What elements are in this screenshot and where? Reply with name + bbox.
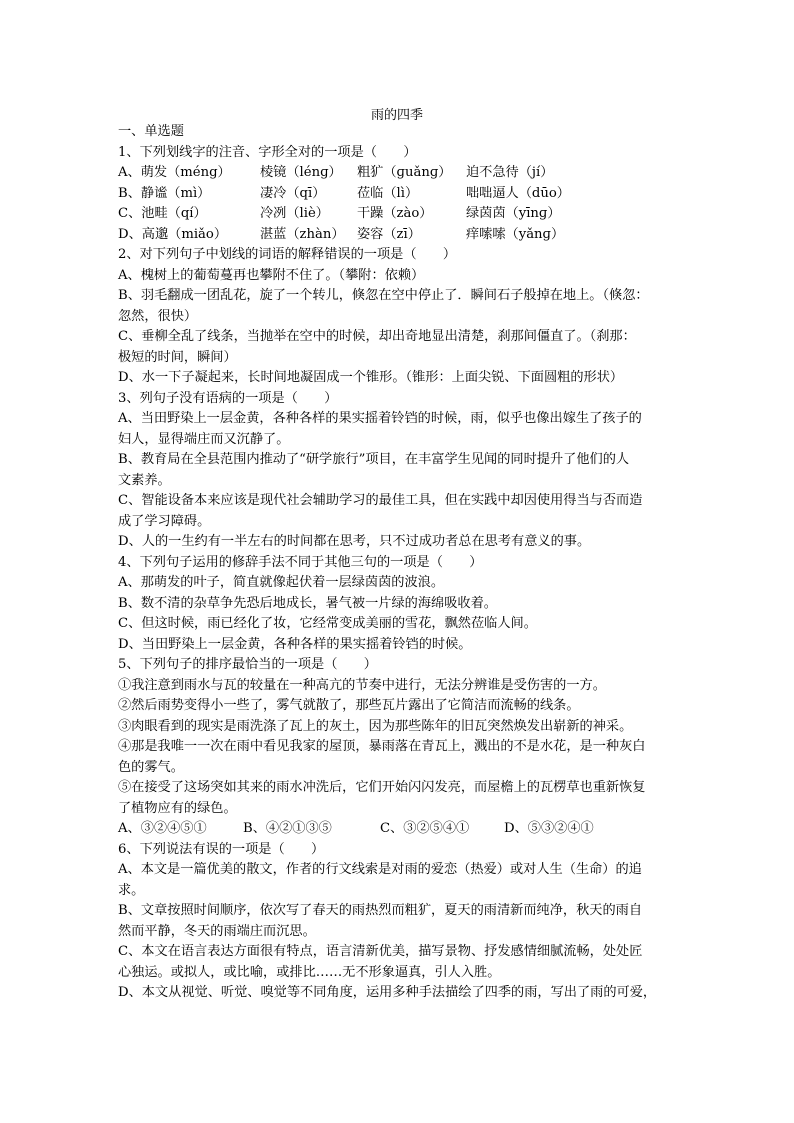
- question-2-option-b-line1: B、羽毛翻成一团乱花，旋了一个转儿，倏忽在空中停止了．瞬间石子般掉在地上。（倏忽：: [118, 288, 649, 303]
- question-6-option-c-line2: 心独运。或拟人，或比喻，或排比……无不形象逼真，引人入胜。: [118, 964, 501, 980]
- option-b: B、④②①③⑤: [243, 821, 332, 836]
- question-4-option-b: B、数不清的杂草争先恐后地成长，暑气被一片绿的海绵吸收着。: [118, 595, 497, 611]
- question-3-option-c-line2: 成了学习障碍。: [118, 513, 211, 529]
- question-5-sentence-2: ②然后雨势变得小一些了，雾气就散了，那些瓦片露出了它简洁而流畅的线条。: [118, 698, 580, 713]
- question-4-option-d: D、当田野染上一层金黄，各种各样的果实摇着铃铛的时候。: [118, 636, 472, 652]
- question-5-sentence-4-line1: ④那是我唯一一次在雨中看见我家的屋顶，暴雨落在青瓦上，溅出的不是水花，是一种灰白: [118, 739, 646, 754]
- question-3-option-d: D、人的一生约有一半左右的时间都在思考，只不过成功者总在思考有意义的事。: [118, 534, 591, 549]
- question-6-option-a-line2: 求。: [118, 882, 145, 898]
- question-3-option-b-line1: B、教育局在全县范围内推动了“研学旅行”项目，在丰富学生见闻的同时提升了他们的人: [118, 452, 630, 467]
- page-title: 雨的四季: [370, 108, 423, 123]
- question-3-option-a-line2: 妇人，显得端庄而又沉静了。: [118, 431, 290, 447]
- option-cell: 咄咄逼人（dūo）: [466, 185, 570, 201]
- option-cell: 湛蓝（zhàn）: [260, 226, 345, 242]
- option-cell: B、静谧（mì）: [118, 185, 211, 201]
- question-2-option-d: D、水一下子凝起来，长时间地凝固成一个锥形。（锥形：上面尖锐、下面圆粗的形状）: [118, 370, 624, 385]
- question-6-option-a-line1: A、本文是一篇优美的散文，作者的行文线索是对雨的爱恋（热爱）或对人生（生命）的追: [118, 862, 642, 877]
- question-4-option-c: C、但这时候，雨已经化了妆，它经常变成美丽的雪花，飘然莅临人间。: [118, 616, 537, 631]
- option-cell: 痒嗦嗦（yǎnɡ）: [466, 226, 565, 242]
- question-3-stem: 3、列句子没有语病的一项是（ ）: [118, 390, 338, 406]
- question-1-row-c: [118, 204, 680, 225]
- option-cell: 姿容（zī）: [357, 226, 421, 242]
- question-6-option-b-line1: B、文章按照时间顺序，依次写了春天的雨热烈而粗犷，夏天的雨清新而纯净，秋天的雨自: [118, 903, 642, 918]
- option-cell: 棱镜（lénɡ）: [260, 165, 342, 180]
- question-6-option-b-line2: 然而平静，冬天的雨端庄而沉思。: [118, 923, 316, 939]
- question-5-options: [118, 819, 680, 840]
- question-3-option-a-line1: A、当田野染上一层金黄，各种各样的果实摇着铃铛的时候，雨，似乎也像出嫁生了孩子的: [118, 411, 642, 426]
- option-cell: 冷冽（liè）: [260, 206, 329, 221]
- question-3-option-b-line2: 文素养。: [118, 472, 171, 488]
- option-cell: 凄冷（qī）: [260, 185, 326, 201]
- option-d: D、⑤③②④①: [504, 821, 594, 836]
- option-cell: 绿茵茵（yīnɡ）: [466, 206, 561, 221]
- question-5-sentence-1: ①我注意到雨水与瓦的较量在一种高亢的节奏中进行，无法分辨谁是受伤害的一方。: [118, 677, 606, 693]
- option-cell: 粗犷（ɡuǎnɡ）: [357, 165, 452, 180]
- question-2-option-c-line1: C、垂柳全乱了线条，当抛举在空中的时候，却出奇地显出清楚，刹那间僵直了。（刹那：: [118, 329, 636, 344]
- option-cell: C、池畦（qí）: [118, 206, 207, 221]
- question-2-option-b-line2: 忽然，很快）: [118, 308, 198, 324]
- question-5-stem: 5、下列句子的排序最恰当的一项是（ ）: [118, 657, 377, 672]
- question-5-sentence-4-line2: 色的雾气。: [118, 759, 184, 775]
- question-1-row-d: [118, 225, 680, 246]
- question-1-row-b: [118, 184, 680, 205]
- option-cell: D、高邈（miǎo）: [118, 226, 228, 242]
- option-cell: A、萌发（méng）: [118, 165, 231, 180]
- question-4-stem: 4、下列句子运用的修辞手法不同于其他三句的一项是（ ）: [118, 554, 483, 570]
- question-6-stem: 6、下列说法有误的一项是（ ）: [118, 841, 325, 857]
- question-5-sentence-3: ③肉眼看到的现实是雨洗涤了瓦上的灰土，因为那些陈年的旧瓦突然焕发出崭新的神采。: [118, 718, 633, 734]
- question-1-stem: 1、下列划线字的注音、字形全对的一项是（ ）: [118, 144, 417, 160]
- section-heading: 一、单选题: [118, 124, 184, 139]
- question-2-stem: 2、对下列句子中划线的词语的解释错误的一项是（ ）: [118, 247, 457, 262]
- question-6-option-c-line1: C、本文在语言表达方面很有特点，语言清新优美，描写景物、抒发感情细腻流畅，处处匠: [118, 944, 643, 959]
- option-cell: 迫不急待（jí）: [466, 165, 554, 180]
- question-5-sentence-5-line1: ⑤在接受了这场突如其来的雨水冲洗后，它们开始闪闪发亮，而屋檐上的瓦楞草也重新恢复: [118, 780, 646, 795]
- question-5-sentence-5-line2: 了植物应有的绿色。: [118, 800, 237, 816]
- option-cell: 莅临（lì）: [357, 185, 419, 201]
- question-6-option-d-line1: D、本文从视觉、听觉、嗅觉等不同角度，运用多种手法描绘了四季的雨，写出了雨的可爱，: [118, 985, 657, 1000]
- question-1-row-a: [118, 163, 680, 184]
- option-cell: 干躁（zào）: [357, 206, 433, 221]
- option-c: C、③②⑤④①: [380, 821, 470, 836]
- option-a: A、③②④⑤①: [118, 821, 207, 836]
- question-3-option-c-line1: C、智能设备本来应该是现代社会辅助学习的最佳工具，但在实践中却因使用得当与否而造: [118, 493, 643, 508]
- document-body: [118, 122, 680, 1004]
- question-2-option-a: A、槐树上的葡萄蔓再也攀附不住了。（攀附：依赖）: [118, 267, 425, 283]
- question-2-option-c-line2: 极短的时间，瞬间）: [118, 349, 237, 365]
- question-4-option-a: A、那萌发的叶子，简直就像起伏着一层绿茵茵的波浪。: [118, 575, 445, 590]
